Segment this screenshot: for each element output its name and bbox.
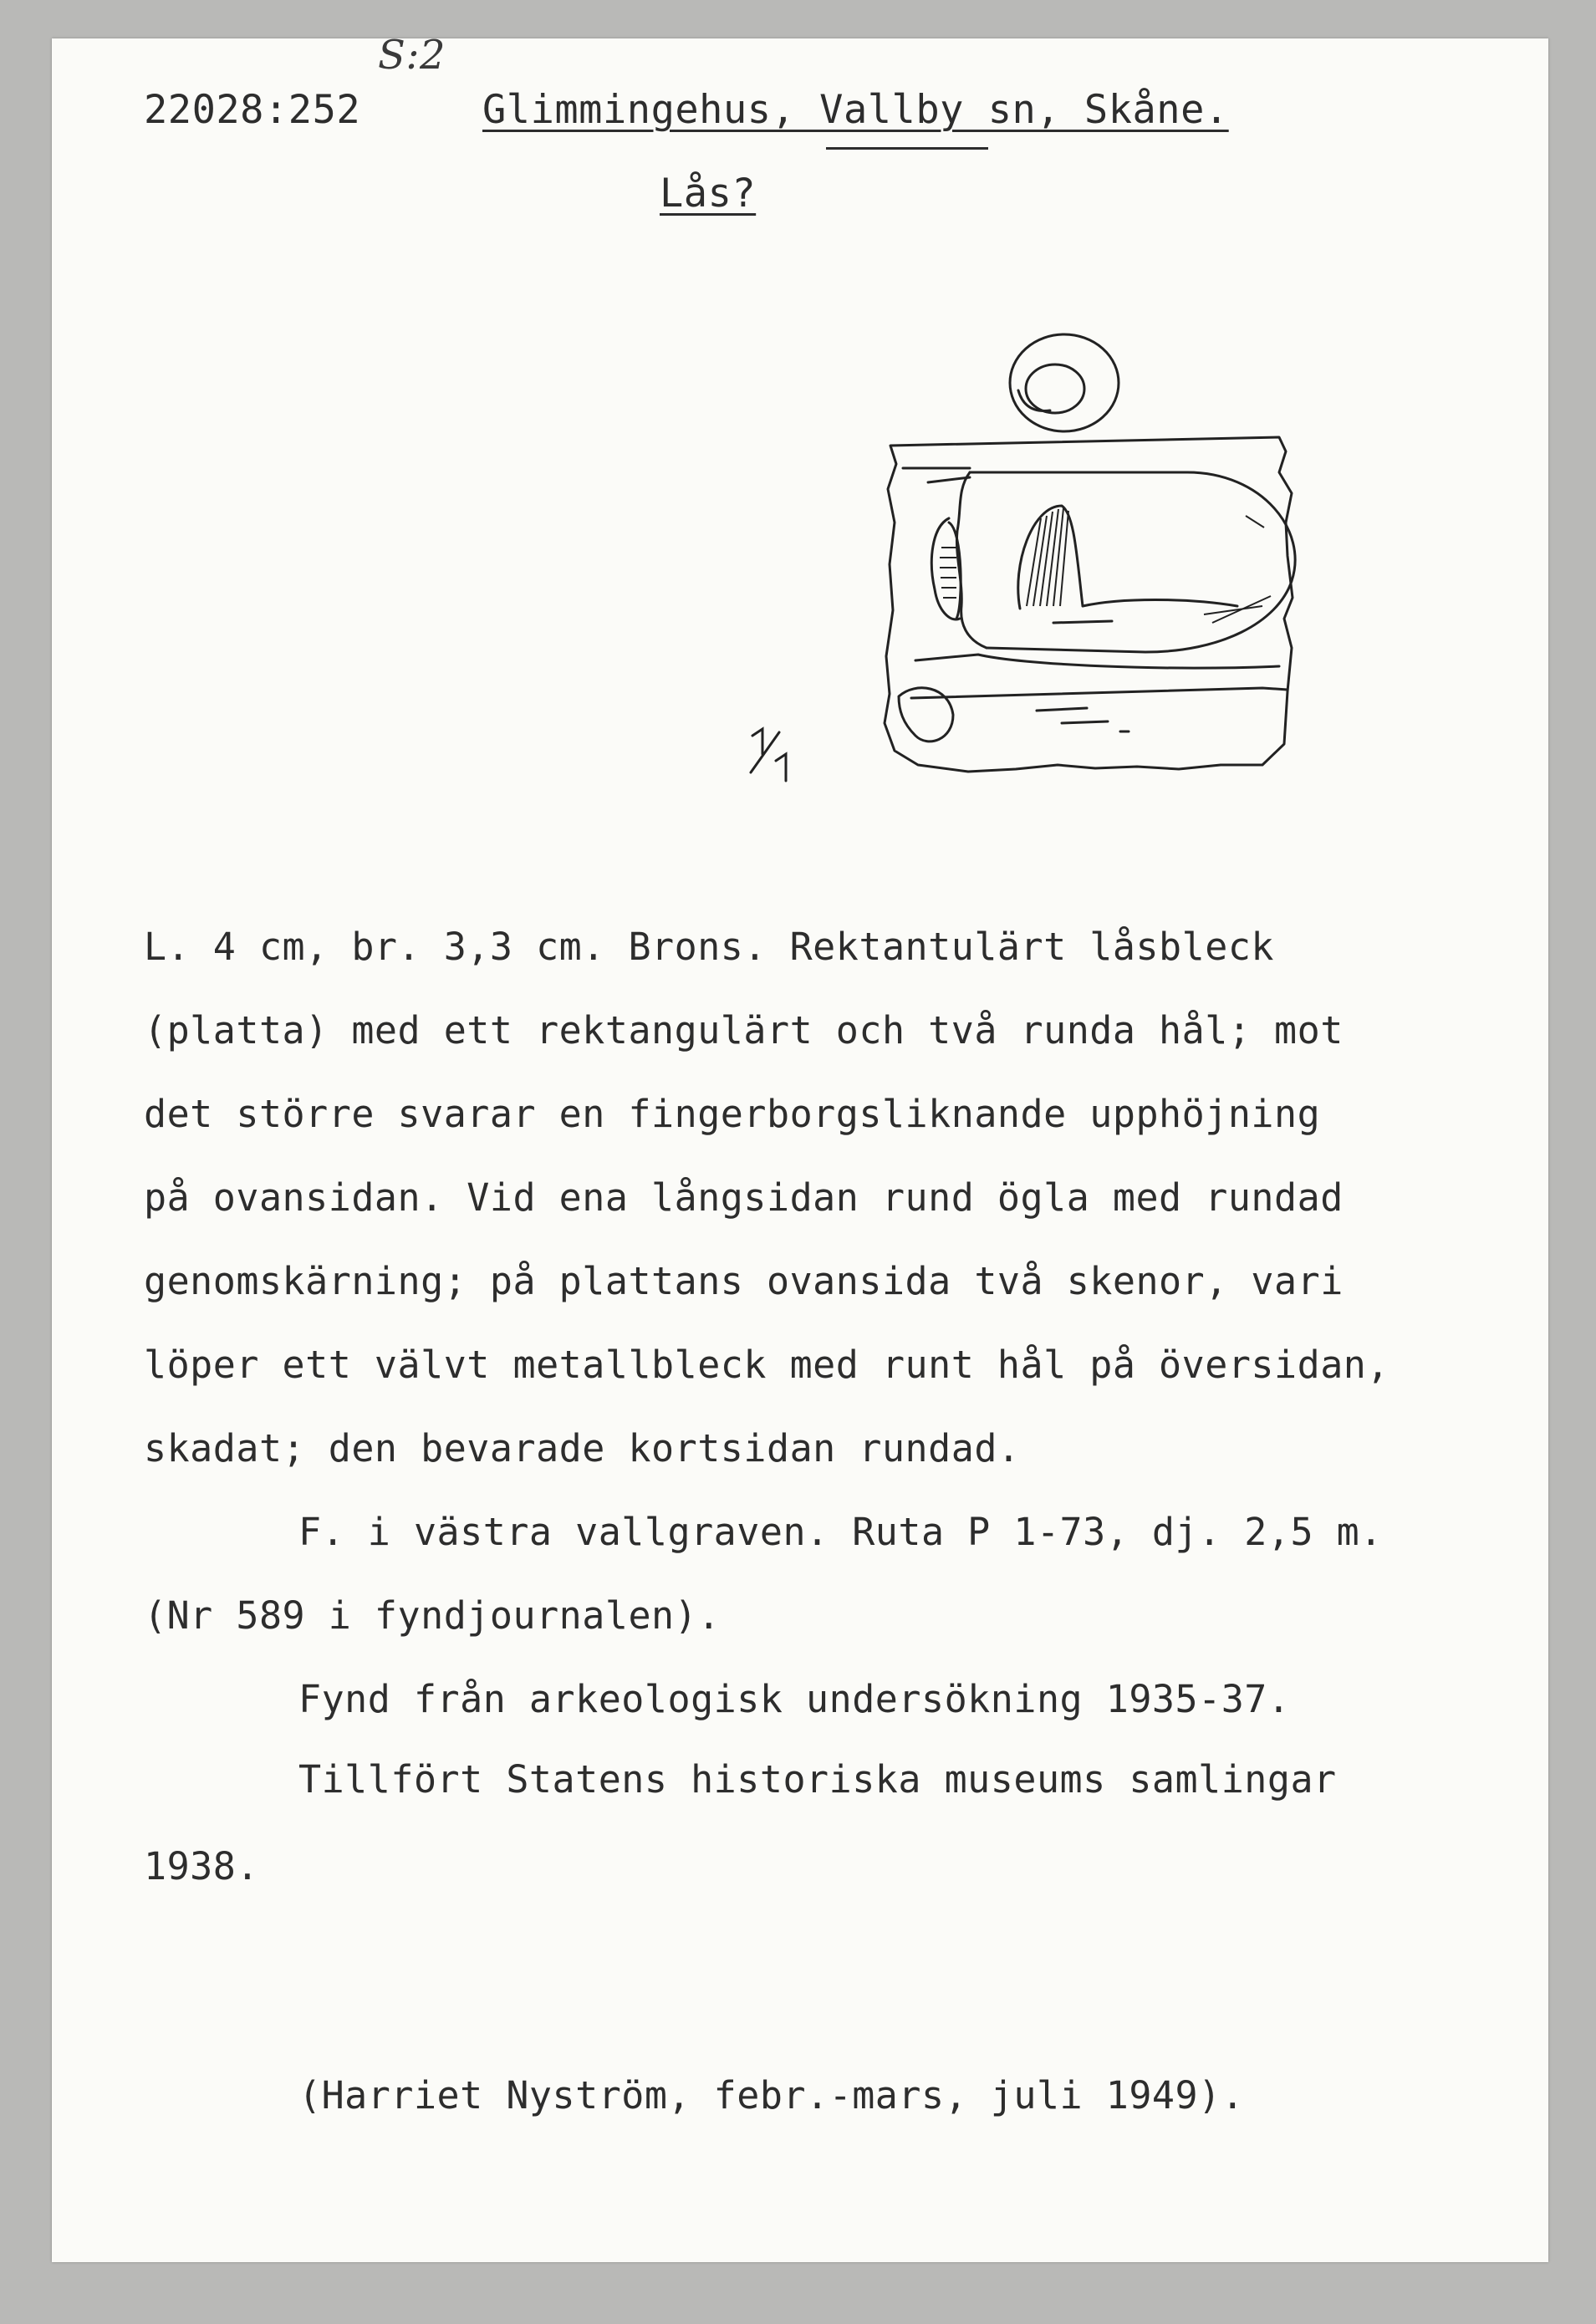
scale-indicator xyxy=(742,726,801,784)
description-line-7: skadat; den bevarade kortsidan rundad. xyxy=(144,1426,1021,1470)
object-title: Lås? xyxy=(660,171,757,217)
find-journal-line: (Nr 589 i fyndjournalen). xyxy=(144,1593,721,1638)
excavation-line: Fynd från arkeologisk undersökning 1935-37. xyxy=(298,1677,1291,1721)
description-line-1: L. 4 cm, br. 3,3 cm. Brons. Rektantulärt låsbleck xyxy=(144,925,1275,969)
acquisition-line-2: 1938. xyxy=(144,1844,259,1888)
acquisition-line-1: Tillfört Statens historiska museums samlingar xyxy=(298,1757,1337,1802)
heading-secondary-underline xyxy=(826,147,988,150)
catalog-number: 22028:252 xyxy=(144,87,361,133)
description-line-3: det större svarar en fingerborgsliknande upphöjning xyxy=(144,1092,1321,1136)
find-location-line: F. i västra vallgraven. Ruta P 1-73, dj. 2,5 m. xyxy=(298,1510,1383,1554)
description-line-4: på ovansidan. Vid ena långsidan rund ögla med rundad xyxy=(144,1175,1344,1220)
author-signature: (Harriet Nyström, febr.-mars, juli 1949). xyxy=(298,2073,1245,2118)
handwritten-annotation: S:2 xyxy=(378,32,446,79)
description-line-6: löper ett välvt metallbleck med runt hål på översidan, xyxy=(144,1343,1389,1387)
location-heading: Glimmingehus, Vallby sn, Skåne. xyxy=(482,87,1229,133)
description-line-2: (platta) med ett rektangulärt och två runda hål; mot xyxy=(144,1008,1344,1052)
description-line-5: genomskärning; på plattans ovansida två skenor, vari xyxy=(144,1259,1344,1303)
lock-plate-drawing xyxy=(869,330,1313,786)
catalog-card xyxy=(52,38,1548,2262)
